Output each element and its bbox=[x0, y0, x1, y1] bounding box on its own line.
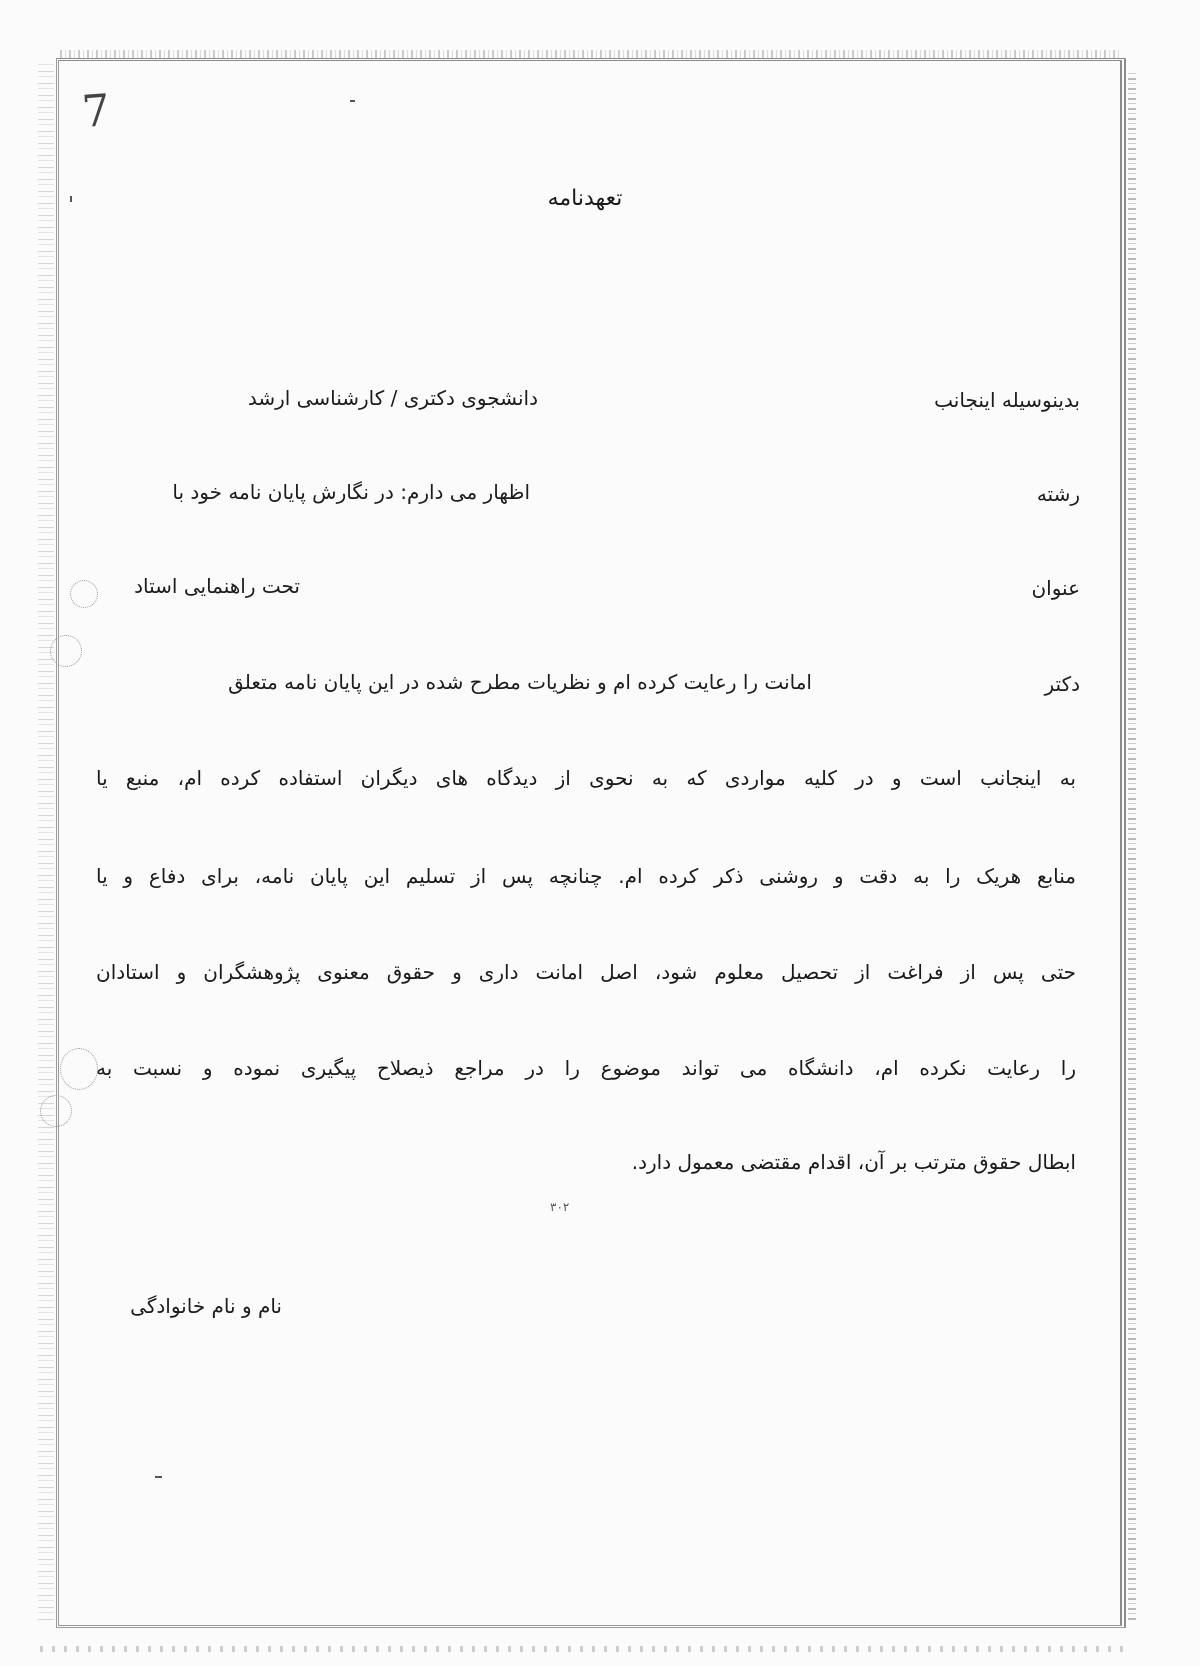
body-line-3: حتی پس از فراغت از تحصیل معلوم شود، اصل امانت داری و حقوق معنوی پژوهشگران و استادان bbox=[96, 960, 1076, 984]
line2-left-text: اظهار می دارم: در نگارش پایان نامه خود با bbox=[172, 480, 530, 504]
handwritten-page-mark: 7 bbox=[80, 85, 112, 138]
border-noise-top bbox=[60, 50, 1120, 58]
scan-smudge bbox=[60, 1048, 98, 1090]
scan-speck bbox=[350, 100, 355, 102]
border-noise-bottom bbox=[40, 1646, 1130, 1652]
signature-label: نام و نام خانوادگی bbox=[130, 1294, 282, 1318]
scan-speck bbox=[155, 1476, 162, 1478]
scan-smudge bbox=[50, 635, 82, 667]
scan-smudge bbox=[40, 1095, 72, 1127]
stamp-digits: ۳۰۲ bbox=[550, 1200, 570, 1214]
body-last-line: ابطال حقوق مترتب بر آن، اقدام مقتضی معمول دارد. bbox=[631, 1150, 1076, 1174]
body-line-2: منابع هریک را به دقت و روشنی ذکر کرده ام. چنانچه پس از تسلیم این پایان نامه، برای دفاع و یا bbox=[96, 864, 1076, 888]
page-border-frame bbox=[56, 58, 1126, 1628]
scan-speck bbox=[70, 196, 72, 202]
body-line-1: به اینجانب است و در کلیه مواردی که به نحوی از دیدگاه های دیگران استفاده کرده ام، منبع یا bbox=[96, 766, 1076, 790]
document-title: تعهدنامه bbox=[547, 186, 623, 211]
scan-smudge bbox=[70, 580, 98, 608]
line1-right-label: بدینوسیله اینجانب bbox=[934, 388, 1080, 412]
line4-left-text: امانت را رعایت کرده ام و نظریات مطرح شده در این پایان نامه متعلق bbox=[228, 670, 812, 694]
line3-right-label: عنوان bbox=[1031, 576, 1080, 600]
line4-right-label: دکتر bbox=[1044, 672, 1080, 696]
line3-left-text: تحت راهنمایی استاد bbox=[134, 574, 300, 598]
body-line-4: را رعایت نکرده ام، دانشگاه می تواند موضوع را در مراجع ذیصلاح پیگیری نموده و نسبت به bbox=[96, 1056, 1076, 1080]
line2-right-label: رشته bbox=[1036, 482, 1080, 506]
border-noise-right bbox=[1128, 70, 1136, 1620]
line1-left-text: دانشجوی دکتری / کارشناسی ارشد bbox=[247, 386, 538, 410]
border-noise-left bbox=[38, 60, 54, 1620]
